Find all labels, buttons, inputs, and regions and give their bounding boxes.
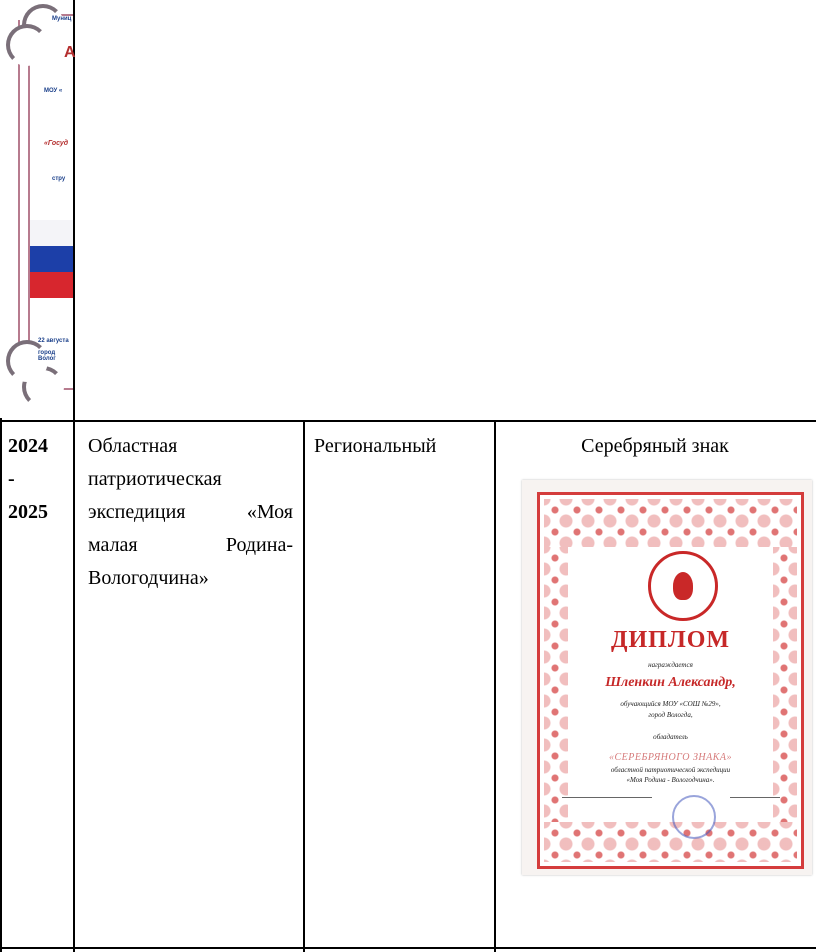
event-cell <box>88 430 293 595</box>
diploma-city: город Вологда, <box>648 711 693 719</box>
table-col-divider-1 <box>73 0 75 952</box>
event-line: патриотическая <box>88 468 222 490</box>
cert-red-mark: А <box>64 44 76 61</box>
diploma-expedition-2: «Моя Родина - Вологодчина». <box>626 776 715 784</box>
event-line: экспедиция «Моя <box>88 501 293 523</box>
diploma-owner: обладатель <box>653 733 688 741</box>
table-col-divider-2 <box>303 420 305 952</box>
diploma-image <box>522 480 812 875</box>
ornament-top <box>544 499 797 547</box>
diploma-expedition-1: областной патриотической экспедиции <box>610 766 731 774</box>
ornament-bottom <box>544 822 797 862</box>
cert-fragment: стру <box>52 176 66 182</box>
previous-certificate-image <box>0 0 76 418</box>
year-cell <box>8 430 68 529</box>
table-row-divider <box>0 420 816 422</box>
result-cell: Серебряный знак <box>581 435 729 457</box>
diploma-badge: «СЕРЕБРЯНОГО ЗНАКА» <box>608 752 733 763</box>
flag-stripe-white <box>30 220 73 246</box>
flag-stripe-red <box>30 272 73 298</box>
russian-flag-icon <box>30 220 73 298</box>
event-line: Вологодчина» <box>88 567 209 589</box>
diploma-recipient: Шленкин Александр, <box>605 675 736 690</box>
table-col-divider-3 <box>494 420 496 952</box>
diploma-title: ДИПЛОМ <box>610 627 731 653</box>
stamp-icon <box>672 795 716 839</box>
cert-fragment: Муниц <box>52 16 72 22</box>
event-line: малая Родина- <box>88 534 293 556</box>
year-dash: - <box>8 468 15 490</box>
diploma-awarded: награждается <box>648 661 693 669</box>
event-line: Областная <box>88 435 178 457</box>
corner-swirl-icon <box>6 24 48 66</box>
cert-fragment: «Госуд <box>44 140 69 147</box>
signature-line <box>730 797 780 798</box>
year-end: 2025 <box>8 501 48 523</box>
cert-fragment: 22 августа <box>38 338 69 344</box>
flag-stripe-blue <box>30 246 73 272</box>
level-cell: Региональный <box>314 435 437 457</box>
table-bottom-border <box>0 947 816 949</box>
diploma-student: обучающийся МОУ «СОШ №29», <box>620 700 721 708</box>
cert-fragment: город Волог <box>38 350 56 362</box>
cert-fragment: МОУ « <box>44 88 63 94</box>
signature-line <box>562 797 652 798</box>
vologda-emblem-icon <box>648 551 718 621</box>
diploma-frame <box>537 492 804 869</box>
year-start: 2024 <box>8 435 48 457</box>
